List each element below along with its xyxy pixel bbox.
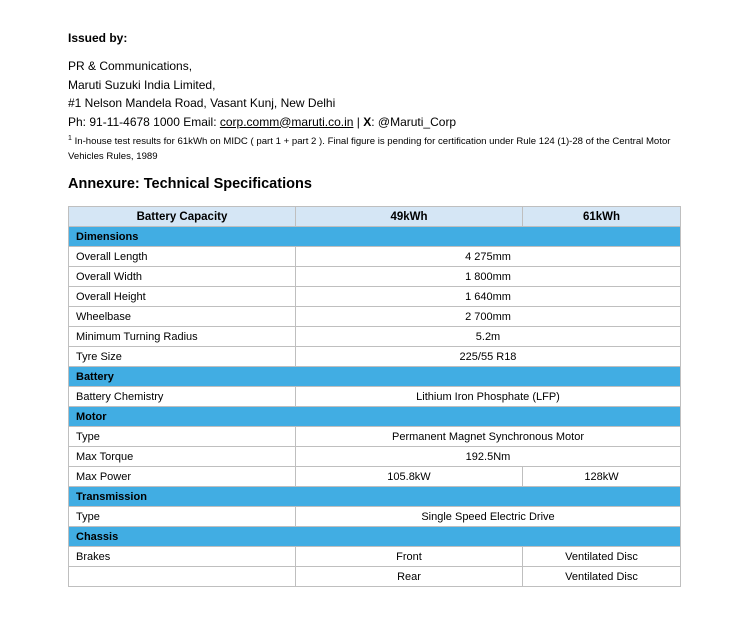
spec-label: Overall Length — [69, 247, 296, 267]
spec-subtype: Rear — [296, 567, 523, 587]
address-line-1: PR & Communications, — [68, 59, 193, 73]
section-label: Transmission — [69, 487, 681, 507]
spec-label: Tyre Size — [69, 347, 296, 367]
spec-value: Ventilated Disc — [523, 547, 681, 567]
table-row — [69, 247, 681, 267]
spec-label: Type — [69, 507, 296, 527]
contact-line — [68, 113, 456, 132]
table-header-row — [69, 207, 681, 227]
spec-value: 192.5Nm — [296, 447, 681, 467]
table-row — [69, 327, 681, 347]
spec-label: Max Torque — [69, 447, 296, 467]
spec-value: 2 700mm — [296, 307, 681, 327]
spec-label: Overall Height — [69, 287, 296, 307]
phone-text: Ph: 91-11-4678 1000 Email: — [68, 114, 220, 129]
table-row — [69, 267, 681, 287]
section-row-chassis — [69, 527, 681, 547]
section-row-motor — [69, 407, 681, 427]
spec-value: 1 640mm — [296, 287, 681, 307]
issuer-address — [68, 57, 456, 131]
table-row — [69, 567, 681, 587]
x-label: X — [363, 114, 372, 129]
x-handle: : @Maruti_Corp — [371, 114, 457, 129]
section-row-transmission — [69, 487, 681, 507]
spec-label: Wheelbase — [69, 307, 296, 327]
section-label: Dimensions — [69, 227, 681, 247]
table-row — [69, 547, 681, 567]
spec-label: Battery Chemistry — [69, 387, 296, 407]
spec-label: Max Power — [69, 467, 296, 487]
spec-label — [69, 567, 296, 587]
separator: | — [353, 114, 364, 129]
spec-value: Permanent Magnet Synchronous Motor — [296, 427, 681, 447]
footnote-marker: 1 — [68, 135, 72, 142]
address-line-2: Maruti Suzuki India Limited, — [68, 77, 216, 92]
spec-value-61kwh: 128kW — [523, 467, 681, 487]
spec-value: Lithium Iron Phosphate (LFP) — [296, 387, 681, 407]
table-row — [69, 307, 681, 327]
table-row — [69, 287, 681, 307]
spec-value: Single Speed Electric Drive — [296, 507, 681, 527]
spec-value: 225/55 R18 — [296, 347, 681, 367]
annexure-title: Annexure: Technical Specifications — [68, 176, 312, 192]
section-label: Chassis — [69, 527, 681, 547]
footnote-text: In-house test results for 61kWh on MIDC ( part 1 + part 2 ). Final figure is pending for certification under Rule 124 (1)-28 of the Central Motor Vehicles Rules, 1989 — [68, 136, 671, 162]
table-row — [69, 447, 681, 467]
issued-by-label: Issued by: — [68, 31, 128, 45]
table-row — [69, 507, 681, 527]
spec-label: Type — [69, 427, 296, 447]
section-row-battery — [69, 367, 681, 387]
section-label: Battery — [69, 367, 681, 387]
spec-subtype: Front — [296, 547, 523, 567]
spec-table — [68, 206, 681, 587]
table-row — [69, 347, 681, 367]
spec-label: Minimum Turning Radius — [69, 327, 296, 347]
spec-value-49kwh: 105.8kW — [296, 467, 523, 487]
header-61kwh: 61kWh — [523, 207, 681, 227]
header-battery-capacity: Battery Capacity — [69, 207, 296, 227]
section-label: Motor — [69, 407, 681, 427]
table-row — [69, 387, 681, 407]
section-row-dimensions — [69, 227, 681, 247]
table-row — [69, 427, 681, 447]
spec-value: 5.2m — [296, 327, 681, 347]
header-49kwh: 49kWh — [296, 207, 523, 227]
spec-value: 4 275mm — [296, 247, 681, 267]
spec-value: Ventilated Disc — [523, 567, 681, 587]
spec-label: Overall Width — [69, 267, 296, 287]
spec-value: 1 800mm — [296, 267, 681, 287]
table-row — [69, 467, 681, 487]
footnote — [68, 134, 686, 164]
spec-label: Brakes — [69, 547, 296, 567]
email-link[interactable]: corp.comm@maruti.co.in — [219, 114, 354, 129]
address-line-3: #1 Nelson Mandela Road, Vasant Kunj, New Delhi — [68, 96, 336, 110]
